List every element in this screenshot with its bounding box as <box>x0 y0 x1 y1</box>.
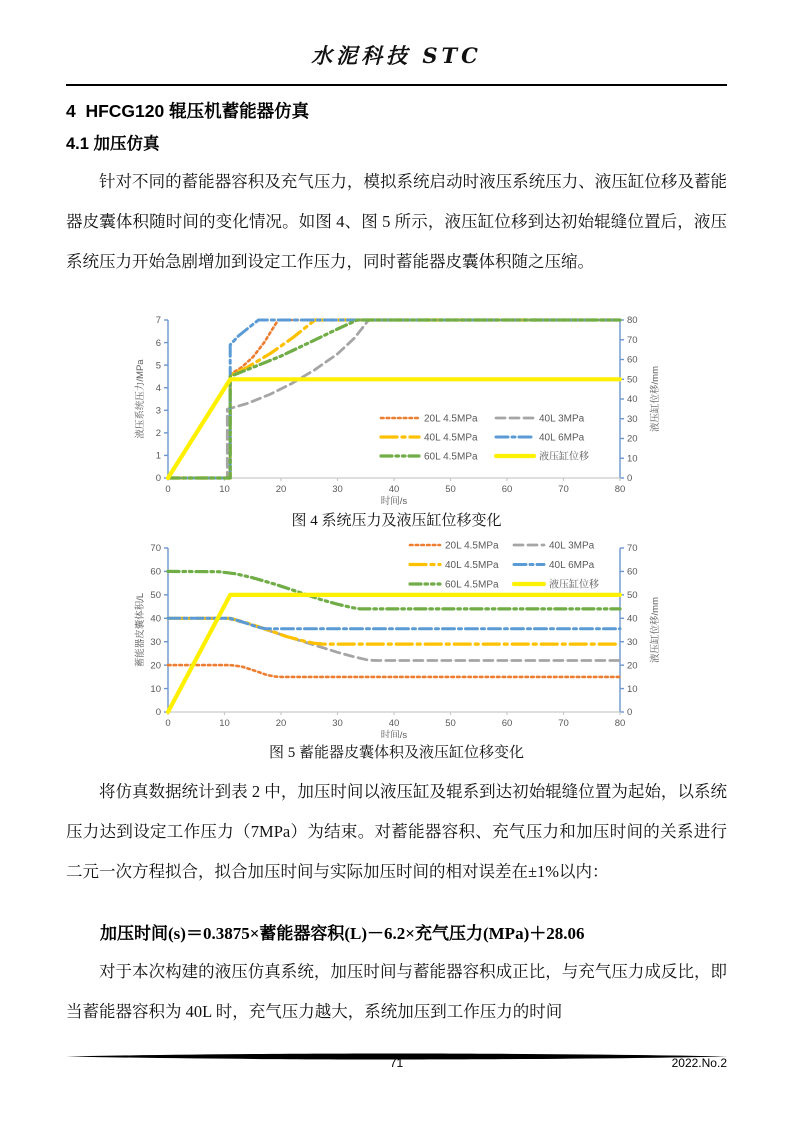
figure4-chart <box>133 306 663 511</box>
left-tick-label: 70 <box>150 543 161 555</box>
x-tick-label: 60 <box>501 484 513 495</box>
left-tick-label: 3 <box>155 405 161 417</box>
right-tick-label: 70 <box>627 543 638 555</box>
page-number: 71 <box>389 1056 404 1070</box>
right-tick-label: 50 <box>627 590 638 602</box>
right-tick-label: 10 <box>627 453 638 465</box>
paragraph-3: 对于本次构建的液压仿真系统，加压时间与蓄能器容积成正比，与充气压力成反比，即当蓄能器容积为 40L 时，充气压力越大，系统加压到工作压力的时间 <box>66 962 727 1021</box>
right-tick-label: 40 <box>627 613 638 625</box>
x-tick-label: 60 <box>501 718 513 729</box>
right-tick-label: 20 <box>627 660 638 672</box>
chart-svg-0 <box>133 306 663 511</box>
x-tick-label: 50 <box>445 484 456 495</box>
paragraph-2: 将仿真数据统计到表 2 中，加压时间以液压缸及辊系到达初始辊缝位置为起始，以系统压力达到设定工作压力（7MPa）为结束。对蓄能器容积、充气压力和加压时间的关系进行二元一次方程拟合，拟合加压时间与实际加压时间的相对误差在±1%以内： <box>66 782 727 881</box>
x-tick-label: 40 <box>388 718 400 729</box>
left-tick-label: 50 <box>150 590 161 602</box>
figure5-chart <box>133 538 663 738</box>
left-tick-label: 40 <box>150 613 161 625</box>
chart-svg-1 <box>133 538 663 738</box>
right-axis-title: 液压缸位移/mm <box>650 366 661 432</box>
right-tick-label: 60 <box>627 354 638 366</box>
legend-label-20l-4.5mpa: 20L 4.5MPa <box>424 413 478 425</box>
right-tick-label: 0 <box>627 707 633 719</box>
left-tick-label: 4 <box>155 382 161 394</box>
left-tick-label: 60 <box>150 566 161 578</box>
left-tick-label: 2 <box>155 428 161 440</box>
figure4-caption: 图 4 系统压力及液压缸位移变化 <box>291 513 502 529</box>
right-axis-title: 液压缸位移/mm <box>650 597 661 663</box>
left-tick-label: 10 <box>150 683 161 695</box>
x-tick-label: 30 <box>332 718 343 729</box>
issue-label: 2022.No.2 <box>671 1056 727 1070</box>
legend-label-40l-3mpa: 40L 3MPa <box>539 413 585 425</box>
x-tick-label: 70 <box>558 718 569 729</box>
x-tick-label: 20 <box>275 718 287 729</box>
x-tick-label: 10 <box>219 718 230 729</box>
left-tick-label: 1 <box>155 450 161 462</box>
legend-label-20l-4.5mpa: 20L 4.5MPa <box>445 540 499 552</box>
left-tick-label: 20 <box>150 660 161 672</box>
right-tick-label: 70 <box>627 334 638 346</box>
right-tick-label: 60 <box>627 566 638 578</box>
legend-label-60l-4.5mpa: 60L 4.5MPa <box>445 579 499 591</box>
right-tick-label: 0 <box>627 473 633 485</box>
paragraph-1: 针对不同的蓄能器容积及充气压力，模拟系统启动时液压系统压力、液压缸位移及蓄能器皮囊体积随时间的变化情况。如图 4、图 5 所示，液压缸位移到达初始辊缝位置后，液压系统压力开始急剧增加到设定工作压力，同时蓄能器皮囊体积随之压缩。 <box>66 172 727 271</box>
right-tick-label: 40 <box>627 394 638 406</box>
left-tick-label: 0 <box>155 707 161 719</box>
x-axis-title: 时间/s <box>380 496 408 507</box>
section-heading: 4 HFCG120 辊压机蓄能器仿真 <box>66 101 310 121</box>
x-tick-label: 0 <box>165 718 171 729</box>
footer-rule <box>66 1047 727 1054</box>
series-line-40l-6mpa <box>168 618 620 629</box>
x-axis-title: 时间/s <box>380 730 408 738</box>
left-tick-label: 7 <box>155 315 161 327</box>
x-tick-label: 0 <box>165 484 171 495</box>
fitting-equation: 加压时间(s)＝0.3875×蓄能器容积(L)－6.2×充气压力(MPa)＋28.06 <box>100 924 585 943</box>
legend-label-40l-4.5mpa: 40L 4.5MPa <box>424 432 478 444</box>
right-tick-label: 30 <box>627 413 638 425</box>
series-line-40l-4.5mpa <box>168 618 620 644</box>
x-tick-label: 70 <box>558 484 569 495</box>
left-tick-label: 0 <box>155 473 161 485</box>
left-axis-title: 蓄能器皮囊体积/L <box>135 592 146 668</box>
journal-header-title: 水泥科技 STC <box>311 43 482 68</box>
x-tick-label: 20 <box>275 484 287 495</box>
left-axis-title: 液压系统压力/MPa <box>135 359 146 439</box>
left-tick-label: 6 <box>155 337 161 349</box>
legend-label-60l-4.5mpa: 60L 4.5MPa <box>424 451 478 463</box>
legend-label-液压缸位移: 液压缸位移 <box>539 451 589 463</box>
x-tick-label: 40 <box>388 484 400 495</box>
series-line-液压缸位移 <box>168 379 620 478</box>
series-line-40l-3mpa <box>168 618 620 660</box>
right-tick-label: 20 <box>627 433 638 445</box>
legend-label-40l-6mpa: 40L 6MPa <box>539 432 585 444</box>
legend-label-40l-3mpa: 40L 3MPa <box>549 540 595 552</box>
header-rule <box>66 84 727 86</box>
left-tick-label: 30 <box>150 636 161 648</box>
x-tick-label: 50 <box>445 718 456 729</box>
right-tick-label: 30 <box>627 636 638 648</box>
right-tick-label: 10 <box>627 683 638 695</box>
legend-label-40l-6mpa: 40L 6MPa <box>549 560 595 571</box>
right-tick-label: 80 <box>627 315 638 327</box>
x-tick-label: 80 <box>614 718 626 729</box>
legend-label-40l-4.5mpa: 40L 4.5MPa <box>445 560 499 571</box>
x-tick-label: 80 <box>614 484 626 495</box>
series-line-20l-4.5mpa <box>168 665 620 677</box>
series-line-液压缸位移 <box>168 595 620 712</box>
left-tick-label: 5 <box>155 360 161 372</box>
figure5-caption: 图 5 蓄能器皮囊体积及液压缸位移变化 <box>268 745 524 761</box>
right-tick-label: 50 <box>627 374 638 386</box>
x-tick-label: 10 <box>219 484 230 495</box>
subsection-heading: 4.1 加压仿真 <box>66 135 160 153</box>
x-tick-label: 30 <box>332 484 343 495</box>
legend-label-液压缸位移: 液压缸位移 <box>549 579 599 591</box>
